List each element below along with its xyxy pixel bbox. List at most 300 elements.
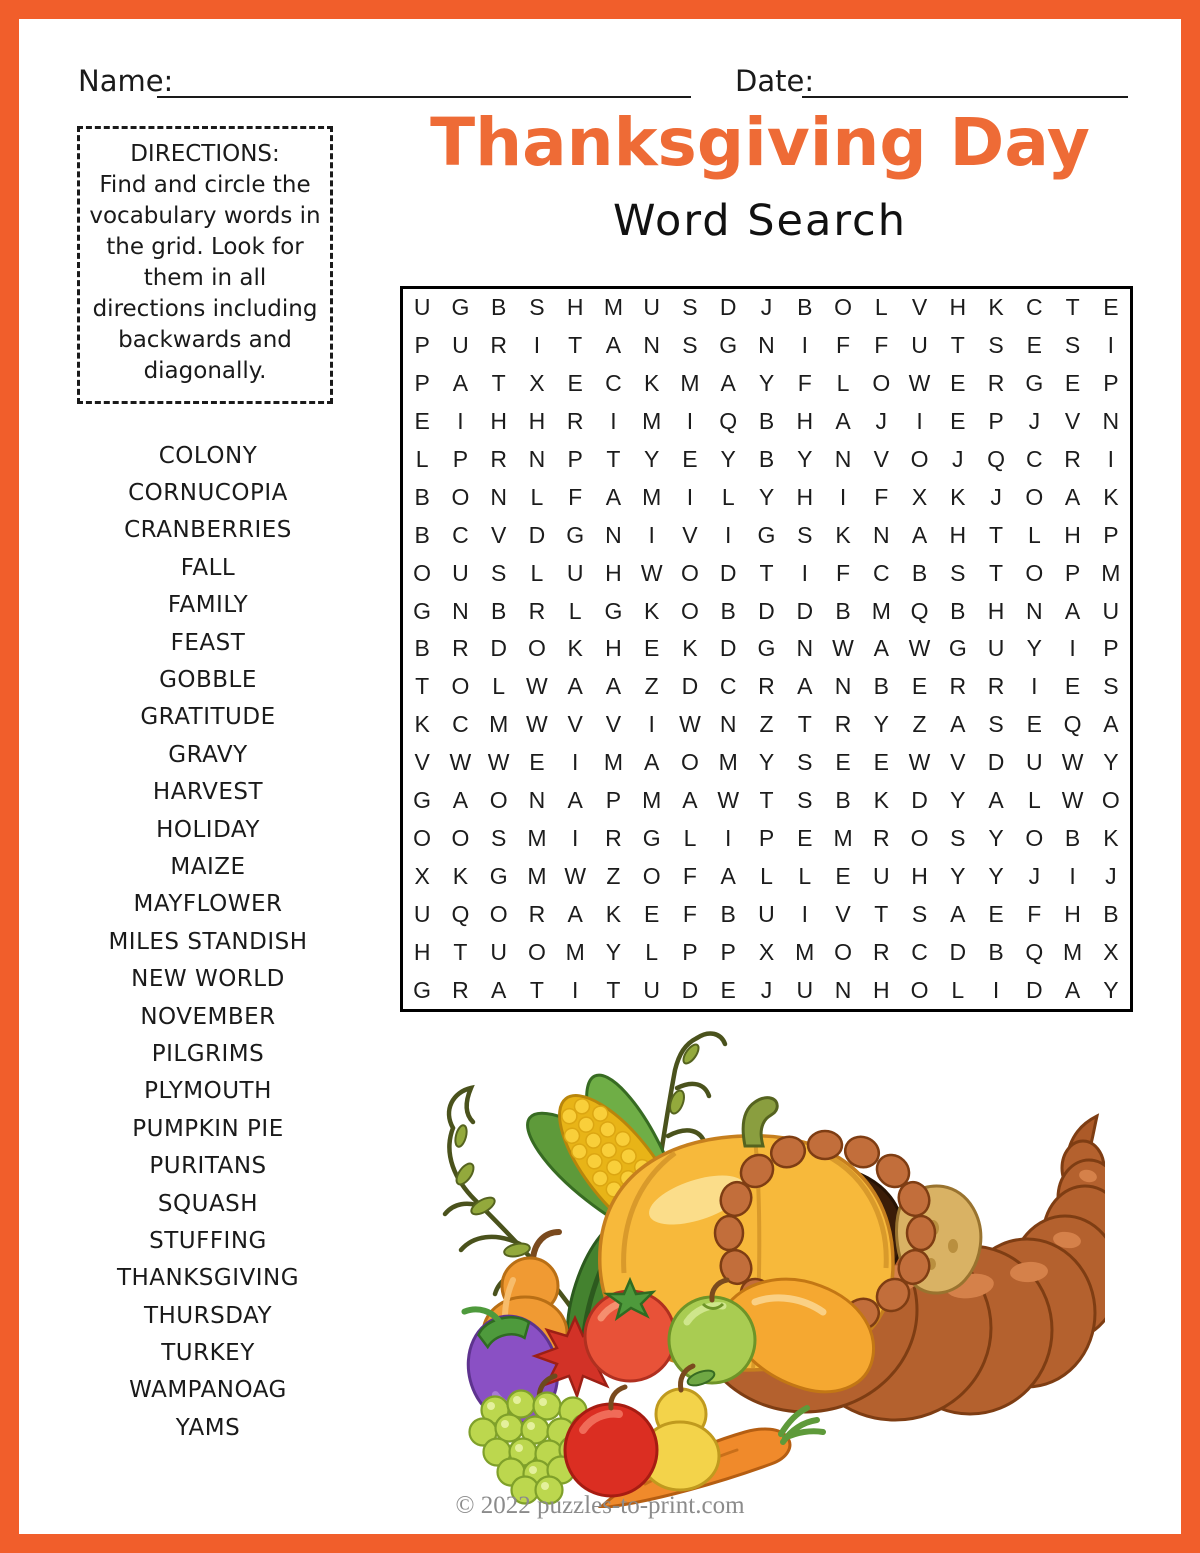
grid-cell: O [681, 559, 699, 586]
word-list-item: GRATITUDE [140, 704, 276, 731]
grid-cell: E [720, 976, 736, 1003]
grid-cell: F [568, 483, 583, 510]
grid-cell: I [1107, 446, 1115, 473]
word-list-item: GRAVY [168, 741, 248, 768]
page-subtitle: Word Search [613, 196, 907, 246]
grid-cell: F [797, 370, 812, 397]
grid-cell: H [490, 408, 507, 435]
grid-cell: I [1069, 635, 1076, 662]
grid-cell: O [489, 787, 508, 814]
grid-cell: A [605, 673, 622, 700]
grid-cell: S [797, 521, 813, 548]
grid-cell: O [489, 900, 508, 927]
grid-cell: F [835, 559, 851, 586]
grid-cell: W [908, 370, 931, 397]
grid-cell: O [1025, 559, 1044, 586]
grid-cell: P [452, 446, 469, 473]
grid-cell: P [720, 938, 736, 965]
grid-cell: O [681, 597, 699, 624]
grid-cell: I [610, 408, 617, 435]
grid-cell: H [1064, 900, 1081, 927]
grid-cell: W [564, 862, 587, 889]
grid-cell: K [873, 787, 889, 814]
grid-cell: T [759, 559, 774, 586]
grid-cell: W [908, 749, 931, 776]
grid-cell: A [1103, 711, 1119, 738]
grid-cell: A [682, 787, 698, 814]
grid-cell: R [528, 597, 546, 624]
grid-cell: D [911, 787, 928, 814]
grid-cell: C [1026, 294, 1043, 321]
grid-cell: O [413, 824, 432, 851]
grid-cell: Z [912, 711, 927, 738]
grid-cell: K [567, 635, 583, 662]
grid-cell: Y [1103, 749, 1119, 776]
grid-cell: V [835, 900, 851, 927]
grid-cell: Y [873, 711, 889, 738]
word-list-item: HOLIDAY [156, 816, 260, 843]
grid-cell: S [682, 332, 698, 359]
grid-cell: L [683, 824, 697, 851]
grid-cell: V [567, 711, 583, 738]
grid-cell: B [720, 597, 736, 624]
grid-cell: Y [644, 446, 660, 473]
grid-cell: M [642, 787, 662, 814]
grid-cell: L [1027, 521, 1041, 548]
grid-cell: L [951, 976, 965, 1003]
grid-cell: A [950, 711, 966, 738]
grid-cell: V [1064, 408, 1081, 435]
grid-cell: G [948, 635, 967, 662]
grid-cell: E [1064, 370, 1081, 397]
grid-cell: N [834, 446, 852, 473]
grid-cell: A [835, 408, 851, 435]
grid-cell: J [875, 408, 888, 435]
grid-cell: B [950, 597, 966, 624]
grid-cell: W [679, 711, 701, 738]
grid-cell: S [988, 332, 1004, 359]
cornucopia-illustration [425, 1018, 1105, 1508]
grid-cell: A [644, 749, 660, 776]
grid-cell: E [1064, 673, 1081, 700]
grid-cell: B [490, 597, 507, 624]
grid-cell: G [1025, 370, 1044, 397]
grid-cell: L [1027, 787, 1041, 814]
grid-cell: L [530, 483, 544, 510]
grid-cell: I [801, 559, 808, 586]
grid-cell: Y [950, 787, 966, 814]
grid-cell: I [801, 900, 808, 927]
grid-cell: I [1069, 862, 1076, 889]
name-blank-line[interactable] [157, 60, 691, 98]
grid-cell: L [760, 862, 773, 889]
grid-cell: B [1064, 824, 1081, 851]
grid-cell: Q [987, 446, 1006, 473]
word-list-item: PURITANS [149, 1153, 267, 1180]
grid-cell: M [527, 824, 547, 851]
grid-cell: R [872, 824, 890, 851]
grid-cell: B [835, 597, 851, 624]
grid-cell: W [832, 635, 854, 662]
grid-cell: O [1025, 824, 1044, 851]
grid-cell: V [605, 711, 622, 738]
grid-cell: I [686, 483, 694, 510]
grid-cell: A [911, 521, 928, 548]
grid-cell: V [682, 521, 698, 548]
grid-cell: E [1026, 332, 1042, 359]
grid-cell: B [911, 559, 928, 586]
grid-cell: D [490, 635, 507, 662]
grid-cell: L [645, 938, 659, 965]
grid-cell: F [835, 332, 851, 359]
word-list-item: STUFFING [149, 1227, 267, 1254]
grid-cell: W [1061, 749, 1084, 776]
grid-cell: I [571, 824, 579, 851]
grid-cell: I [992, 976, 1000, 1003]
grid-cell: T [759, 787, 774, 814]
grid-cell: T [491, 370, 506, 397]
word-list-item: MILES STANDISH [108, 928, 308, 955]
grid-cell: J [760, 294, 773, 321]
grid-cell: C [605, 370, 622, 397]
grid-cell: L [721, 483, 735, 510]
grid-cell: W [640, 559, 663, 586]
grid-cell: O [451, 673, 470, 700]
grid-cell: H [605, 559, 622, 586]
grid-cell: P [1103, 521, 1119, 548]
grid-cell: U [758, 900, 775, 927]
grid-cell: A [605, 483, 622, 510]
grid-cell: A [567, 900, 583, 927]
grid-cell: P [605, 787, 622, 814]
grid-cell: Y [950, 862, 966, 889]
grid-cell: W [526, 673, 548, 700]
grid-cell: R [758, 673, 775, 700]
grid-cell: I [916, 408, 923, 435]
grid-cell: E [644, 900, 660, 927]
directions-text: Find and circle the vocabulary words in the grid. Look for them in all directions including backwards and diagonally. [89, 172, 321, 384]
grid-cell: A [1064, 976, 1081, 1003]
grid-cell: I [839, 483, 847, 510]
grid-cell: E [797, 824, 813, 851]
grid-cell: X [758, 938, 775, 965]
grid-cell: G [604, 597, 623, 624]
grid-cell: L [568, 597, 582, 624]
grid-cell: M [603, 749, 624, 776]
word-list-item: GOBBLE [159, 667, 257, 694]
grid-cell: B [758, 446, 775, 473]
grid-cell: A [797, 673, 813, 700]
grid-cell: S [1064, 332, 1081, 359]
grid-cell: H [949, 521, 967, 548]
grid-cell: G [757, 521, 776, 548]
word-list-item: CRANBERRIES [124, 517, 292, 544]
grid-cell: P [1103, 370, 1119, 397]
grid-cell: O [910, 976, 929, 1003]
grid-cell: H [528, 408, 546, 435]
grid-cell: K [605, 900, 622, 927]
grid-cell: K [1103, 483, 1119, 510]
grid-cell: N [834, 673, 852, 700]
grid-cell: U [566, 559, 584, 586]
grid-cell: O [910, 824, 929, 851]
grid-cell: L [530, 559, 544, 586]
grid-cell: M [642, 408, 662, 435]
grid-cell: M [642, 483, 662, 510]
grid-cell: Y [758, 483, 775, 510]
grid-cell: N [872, 521, 890, 548]
grid-cell: B [720, 900, 736, 927]
grid-cell: A [605, 332, 622, 359]
grid-cell: S [529, 294, 545, 321]
word-list-item: SQUASH [157, 1190, 259, 1217]
grid-cell: R [834, 711, 852, 738]
grid-cell: H [605, 635, 622, 662]
name-label: Name: [78, 64, 174, 98]
grid-cell: O [910, 446, 929, 473]
grid-cell: K [988, 294, 1004, 321]
grid-cell: C [452, 711, 469, 738]
grid-cell: O [451, 483, 470, 510]
grid-cell: S [911, 900, 928, 927]
grid-cell: A [988, 787, 1004, 814]
grid-cell: T [989, 521, 1004, 548]
grid-cell: R [949, 673, 967, 700]
grid-cell: J [990, 483, 1002, 510]
grid-cell: A [720, 370, 736, 397]
grid-cell: O [1025, 483, 1044, 510]
grid-cell: H [413, 938, 431, 965]
grid-cell: A [950, 900, 966, 927]
grid-cell: Q [451, 900, 470, 927]
grid-cell: Y [1026, 635, 1042, 662]
grid-cell: B [414, 483, 430, 510]
grid-cell: N [490, 483, 507, 510]
grid-cell: Z [759, 711, 774, 738]
grid-cell: L [836, 370, 850, 397]
grid-cell: Y [758, 749, 775, 776]
grid-cell: N [719, 711, 737, 738]
grid-cell: O [642, 862, 661, 889]
grid-cell: G [757, 635, 776, 662]
grid-cell: A [490, 976, 507, 1003]
grid-cell: H [872, 976, 890, 1003]
grid-cell: G [642, 824, 661, 851]
grid-cell: X [911, 483, 928, 510]
grid-cell: N [643, 332, 661, 359]
grid-cell: M [1101, 559, 1121, 586]
grid-cell: E [567, 370, 583, 397]
grid-cell: U [413, 900, 431, 927]
grid-cell: M [718, 749, 738, 776]
grid-cell: D [987, 749, 1005, 776]
grid-cell: T [606, 976, 621, 1003]
grid-cell: M [833, 824, 853, 851]
grid-cell: K [644, 597, 660, 624]
grid-cell: U [490, 938, 507, 965]
grid-cell: B [414, 521, 430, 548]
grid-cell: M [680, 370, 700, 397]
grid-cell: B [988, 938, 1004, 965]
grid-cell: S [950, 824, 966, 851]
grid-cell: S [988, 711, 1004, 738]
grid-cell: K [644, 370, 660, 397]
grid-cell: N [1102, 408, 1120, 435]
grid-cell: E [682, 446, 698, 473]
copyright-text: © 2022 puzzles-to-print.com [455, 1492, 745, 1519]
directions-heading: DIRECTIONS: [130, 141, 280, 167]
grid-cell: A [873, 635, 889, 662]
grid-cell: M [1063, 938, 1083, 965]
grid-cell: C [911, 938, 928, 965]
grid-cell: N [796, 635, 814, 662]
grid-cell: F [1027, 900, 1042, 927]
grid-cell: V [950, 749, 966, 776]
grid-cell: D [681, 976, 699, 1003]
grid-cell: Z [606, 862, 621, 889]
grid-cell: T [453, 938, 468, 965]
grid-cell: W [908, 635, 931, 662]
grid-cell: A [567, 673, 583, 700]
grid-cell: A [720, 862, 736, 889]
grid-cell: T [874, 900, 889, 927]
grid-cell: C [719, 673, 737, 700]
grid-cell: R [1064, 446, 1081, 473]
grid-cell: K [414, 711, 430, 738]
grid-cell: K [950, 483, 966, 510]
grid-cell: D [719, 635, 737, 662]
grid-cell: I [1107, 332, 1115, 359]
grid-cell: O [527, 938, 546, 965]
grid-cell: D [719, 294, 737, 321]
grid-cell: R [490, 332, 507, 359]
grid-cell: J [1105, 862, 1117, 889]
grid-cell: I [457, 408, 464, 435]
grid-cell: I [801, 332, 808, 359]
grid-cell: E [873, 749, 889, 776]
word-list-item: YAMS [175, 1414, 241, 1441]
grid-cell: L [874, 294, 888, 321]
grid-cell: N [1026, 597, 1043, 624]
grid-cell: V [911, 294, 928, 321]
grid-cell: M [795, 938, 815, 965]
grid-cell: Z [644, 673, 659, 700]
grid-cell: G [566, 521, 585, 548]
grid-cell: E [911, 673, 928, 700]
word-list [55, 437, 361, 1447]
grid-cell: R [987, 370, 1005, 397]
word-list-item: WAMPANOAG [129, 1377, 287, 1404]
grid-cell: E [1026, 711, 1042, 738]
word-list-item: HARVEST [152, 779, 264, 806]
grid-cell: R [528, 900, 546, 927]
grid-cell: O [834, 938, 852, 965]
grid-cell: O [834, 294, 852, 321]
grid-cell: F [682, 900, 697, 927]
grid-cell: B [797, 294, 813, 321]
grid-cell: W [449, 749, 472, 776]
grid-cell: U [872, 862, 890, 889]
grid-cell: N [528, 446, 546, 473]
grid-cell: X [529, 370, 545, 397]
grid-cell: I [571, 749, 579, 776]
grid-cell: G [413, 787, 432, 814]
grid-cell: U [911, 332, 928, 359]
grid-cell: N [605, 521, 622, 548]
grid-cell: X [1103, 938, 1119, 965]
date-blank-line[interactable] [802, 60, 1128, 98]
grid-cell: O [451, 824, 470, 851]
grid-cell: B [873, 673, 889, 700]
grid-cell: I [533, 332, 541, 359]
grid-cell: T [606, 446, 621, 473]
page-title: Thanksgiving Day [430, 104, 1090, 181]
grid-cell: T [415, 673, 430, 700]
grid-cell: T [950, 332, 965, 359]
grid-cell: U [643, 976, 661, 1003]
grid-cell: D [796, 597, 814, 624]
grid-cell: E [950, 370, 966, 397]
grid-cell: H [566, 294, 584, 321]
grid-cell: F [874, 483, 889, 510]
grid-cell: R [872, 938, 890, 965]
word-list-item: FAMILY [167, 592, 249, 619]
grid-cell: D [758, 597, 775, 624]
grid-cell: M [565, 938, 585, 965]
grid-cell: W [526, 711, 548, 738]
grid-cell: S [950, 559, 966, 586]
grid-cell: P [414, 332, 430, 359]
grid-cell: I [725, 521, 732, 548]
grid-cell: K [835, 521, 851, 548]
grid-cell: G [719, 332, 738, 359]
grid-cell: H [1064, 521, 1081, 548]
grid-cell: N [834, 976, 852, 1003]
word-list-item: COLONY [158, 442, 258, 469]
grid-cell: Y [988, 824, 1004, 851]
grid-cell: O [413, 559, 432, 586]
grid-cell: H [987, 597, 1005, 624]
grid-cell: M [871, 597, 891, 624]
grid-cell: F [682, 862, 697, 889]
grid-cell: B [490, 294, 507, 321]
grid-cell: S [490, 824, 507, 851]
grid-cell: E [529, 749, 545, 776]
grid-cell: U [413, 294, 431, 321]
grid-cell: U [643, 294, 661, 321]
grid-cell: O [872, 370, 891, 397]
grid-cell: H [796, 483, 814, 510]
grid-cell: P [1064, 559, 1081, 586]
word-grid [400, 286, 1133, 1012]
grid-cell: J [760, 976, 773, 1003]
grid-cell: H [911, 862, 928, 889]
grid-cell: U [1026, 749, 1043, 776]
grid-cell: M [489, 711, 509, 738]
grid-cell: L [415, 446, 429, 473]
grid-cell: U [452, 559, 469, 586]
date-label: Date: [735, 64, 815, 98]
grid-cell: R [490, 446, 507, 473]
grid-cell: Q [1025, 938, 1044, 965]
word-list-item: CORNUCOPIA [128, 480, 288, 507]
word-list-item: MAIZE [170, 853, 246, 880]
grid-cell: S [490, 559, 507, 586]
grid-cell: R [605, 824, 622, 851]
grid-cell: Y [988, 862, 1004, 889]
grid-cell: Y [605, 938, 622, 965]
grid-cell: J [1028, 408, 1041, 435]
